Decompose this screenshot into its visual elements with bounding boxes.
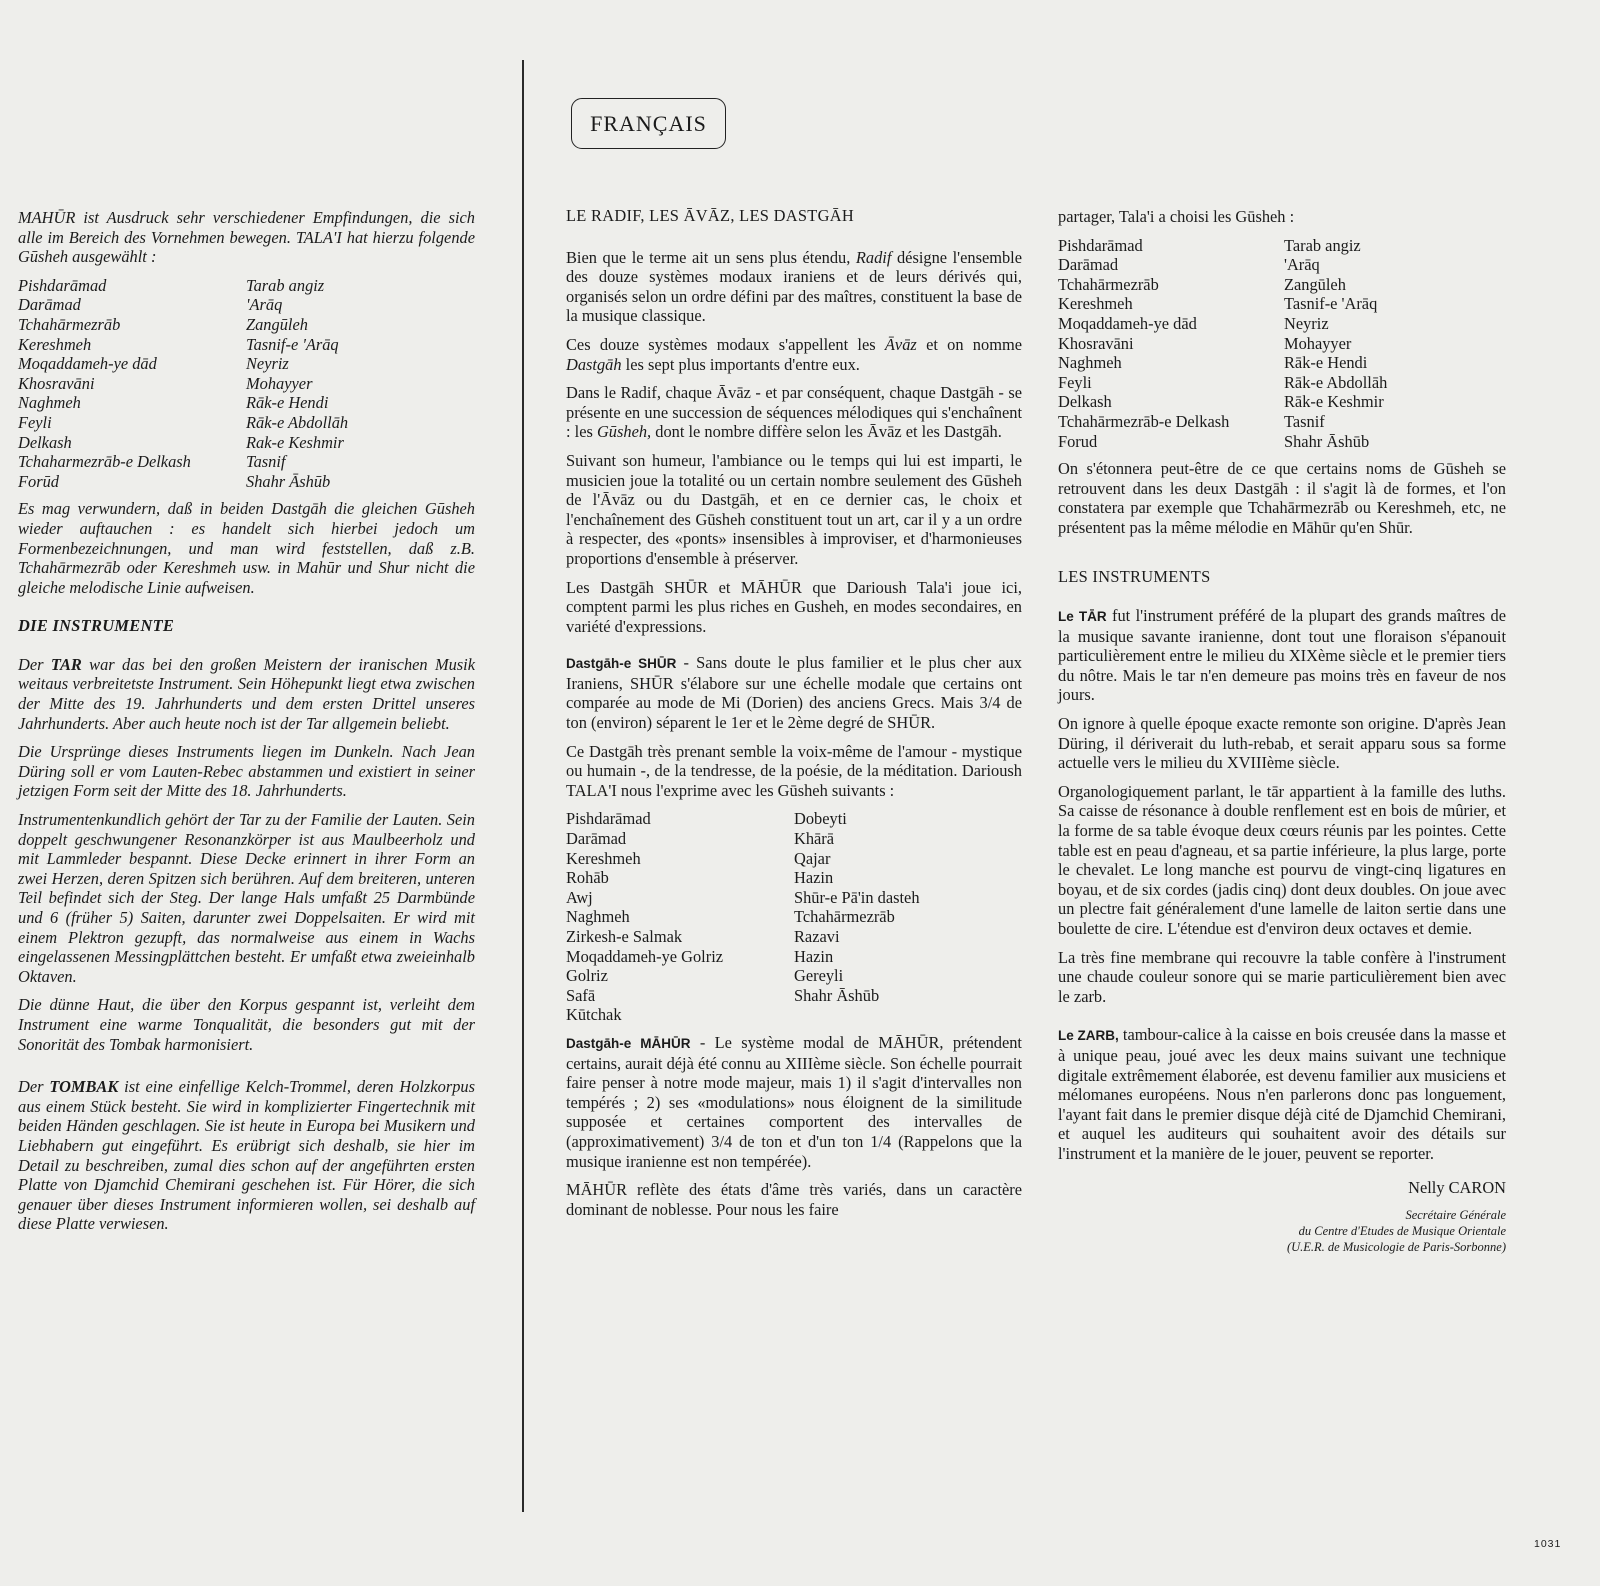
- gusheh-item: Kereshmeh: [18, 334, 92, 354]
- gusheh-item: 'Arāq: [246, 295, 283, 315]
- column-divider: [522, 60, 524, 1512]
- french-instruments-heading: LES INSTRUMENTS: [1058, 566, 1211, 586]
- french-organology: Organologiquement parlant, le tār appartient à la famille des luths. Sa caisse de résonance à double renflement est en bois de mûrier, et la forme de sa table évoque deux cœurs réunis par les pointes. Cette table est en peau d'agneau, et sa partie inférieure, la plus large, porte le chevalet. Le long manche est pourvu de vingt-cinq ligatures en boyau, et de six cordes (jadis cinq) dont deux doubles. On joue avec un plectre fait généralement d'une lamelle de laiton sertie dans une boulette de cire. L'étendue est d'environ deux octaves et demie.: [1058, 781, 1506, 938]
- gusheh-item: Tchahārmezrāb: [794, 907, 895, 927]
- french-tar-paragraph: Le TĀR fut l'instrument préféré de la plupart des grands maîtres de la musique savante iranienne, dont tout une floraison s'épanouit particulièrement entre le milieu du XIXème siècle et le premier tiers du nôtre. Mais le tar n'en demeure pas moins très en faveur de nos jours.: [1058, 606, 1506, 705]
- german-membrane: Die dünne Haut, die über den Korpus gespannt ist, verleiht dem Instrument eine warme Tonqualität, die besonders gut mit der Sonorität des Tombak harmonisiert.: [18, 995, 475, 1054]
- gusheh-item: Delkash: [18, 432, 72, 452]
- french-p3: Dans le Radif, chaque Āvāz - et par conséquent, chaque Dastgāh - se présente en une succession de séquences mélodiques qui s'enchaînent : les Gūsheh, dont le nombre diffère selon les Āvāz et les Dastgāh.: [566, 383, 1022, 442]
- french-p1: Bien que le terme ait un sens plus étendu, Radif désigne l'ensemble des douze systèmes modaux iraniens et de leurs dérivés qui, organisés selon un ordre défini par des maîtres, constituent la base de la musique classique.: [566, 247, 1022, 326]
- gusheh-item: Tchaharmezrāb-e Delkash: [18, 452, 191, 472]
- gusheh-item: Hazin: [794, 868, 834, 888]
- gusheh-item: Rohāb: [566, 868, 609, 888]
- gusheh-item: Moqaddameh-ye Golriz: [566, 946, 724, 966]
- french-shur-paragraph: Dastgāh-e SHŪR - Sans doute le plus familier et le plus cher aux Iraniens, SHŪR s'élabore sur une échelle modale que certains ont comparée au mode de Mi (Dorien) des anciens Grecs. Mais 3/4 de ton (environ) séparent le 1er et le 2ème degré de SHŪR.: [566, 653, 1022, 733]
- gusheh-item: Darāmad: [18, 295, 81, 315]
- german-para-after-list: Es mag verwundern, daß in beiden Dastgāh die gleichen Gūsheh wieder auftauchen : es handelt sich hierbei jedoch um Formenbezeichnungen, und man wird feststellen, daß z.B. Tchahārmezrāb oder Kereshmeh usw. in Mahūr und Shur nicht die gleiche melodische Linie aufweisen.: [18, 499, 475, 597]
- signature: Nelly CARON: [1408, 1177, 1506, 1197]
- gusheh-item: Zirkesh-e Salmak: [566, 927, 683, 946]
- french-column-2: [1058, 207, 1506, 1255]
- gusheh-item: Rāk-e Abdollāh: [1284, 372, 1388, 392]
- gusheh-item: Darāmad: [566, 829, 627, 849]
- gusheh-item: Rāk-e Hendi: [246, 393, 329, 413]
- tar-label: Le TĀR: [1058, 609, 1107, 625]
- gusheh-item: Hazin: [794, 946, 834, 966]
- credit-line-3: (U.E.R. de Musicologie de Paris-Sorbonne): [1286, 1240, 1506, 1255]
- gusheh-item: Pishdarāmad: [566, 809, 651, 829]
- gusheh-item: 'Arāq: [1284, 255, 1320, 275]
- gusheh-item: Kereshmeh: [566, 848, 641, 868]
- credit-block: [1058, 1207, 1506, 1255]
- gusheh-item: Naghmeh: [566, 907, 630, 927]
- gusheh-item: Rāk-e Hendi: [1284, 353, 1368, 373]
- gusheh-item: Tasnif: [246, 452, 286, 472]
- french-membrane: La très fine membrane qui recouvre la table confère à l'instrument une chaude couleur sonore qui se marie particulièrement bien avec le zarb.: [1058, 947, 1506, 1006]
- gusheh-item: Neyriz: [1284, 313, 1329, 333]
- credit-line-2: du Centre d'Etudes de Musique Orientale: [1298, 1224, 1506, 1239]
- german-tar-label: TAR: [50, 654, 82, 674]
- french-mahur-p2: MĀHŪR reflète des états d'âme très variés, dans un caractère dominant de noblesse. Pour nous les faire: [566, 1180, 1022, 1219]
- french-origin: On ignore à quelle époque exacte remonte son origine. D'après Jean Düring, il dériverait du luth-rebab, et serait apparu sous sa forme actuelle vers le milieu du XVIIIème siècle.: [1058, 714, 1506, 773]
- gusheh-item: Awj: [566, 887, 593, 907]
- shur-gusheh-list: [566, 809, 1022, 1025]
- gusheh-item: Dobeyti: [794, 809, 847, 829]
- french-p5: Les Dastgāh SHŪR et MĀHŪR que Darioush Tala'i joue ici, comptent parmi les plus riches en Gusheh, en modes secondaires, en variété d'expressions.: [566, 577, 1022, 636]
- gusheh-item: Forud: [1058, 431, 1098, 451]
- gusheh-item: Tarab angiz: [1284, 235, 1361, 255]
- gusheh-item: Mohayyer: [1284, 333, 1352, 353]
- mahur-gusheh-list: [1058, 236, 1506, 452]
- gusheh-item: Darāmad: [1058, 255, 1119, 275]
- french-mahur-paragraph: Dastgāh-e MĀHŪR - Le système modal de MĀHŪR, prétendent certains, aurait déjà été connu au XIIIème siècle. Son échelle pourrait faire penser à notre mode majeur, mais 1) il s'agit d'intervalles non tempérés ; 2) ses «modulations» nous éloignent de la similitude supposée et certaines comportent des intervalles de (approximativement) 3/4 de ton et d'un ton 1/4 (Rappelons que la musique iranienne est non tempérée).: [566, 1032, 1022, 1171]
- gusheh-item: Rāk-e Abdollāh: [246, 412, 349, 432]
- gusheh-item: Tasnif-e 'Arāq: [1284, 294, 1378, 314]
- french-shur-p2: Ce Dastgāh très prenant semble la voix-même de l'amour - mystique ou humain -, de la tendresse, de la poésie, de la méditation. Darioush TALA'I nous l'exprime avec les Gūsheh suivants :: [566, 741, 1022, 800]
- credit-line-1: Secrétaire Générale: [1405, 1208, 1506, 1223]
- german-tar-paragraph: Der TAR war das bei den großen Meistern der iranischen Musik weitaus verbreitetste Instrument. Sein Höhepunkt liegt etwa zwischen der Mitte des 19. Jahrhunderts und dem ersten Drittel unseres Jahrhunderts. Aber auch heute noch ist der Tar allgemein beliebt.: [18, 654, 475, 733]
- french-after-list: On s'étonnera peut-être de ce que certains noms de Gūsheh se retrouvent dans les deux Dastgāh : il s'agit là de formes, et l'on constatera par exemple que Tchahārmezrāb ou Kereshmeh, etc, ne présentent pas la même mélodie en Māhūr qu'en Shūr.: [1058, 459, 1506, 537]
- gusheh-item: Razavi: [794, 927, 840, 946]
- gusheh-item: Tasnif: [1284, 411, 1325, 431]
- gusheh-item: Qajar: [794, 848, 831, 868]
- french-zarb-paragraph: Le ZARB, tambour-calice à la caisse en bois creusée dans la masse et à unique peau, joué avec les deux mains suivant une technique digitale extrêmement élaborée, est devenu familier aux musiciens et mélomanes européens. Nous n'en parlerons donc pas longuement, l'ayant fait dans le premier disque déjà cité de Djamchid Chemirani, et auquel les auditeurs qui souhaitent avoir des détails sur l'instrument et la manière de le jouer, peuvent se reporter.: [1058, 1025, 1506, 1163]
- gusheh-item: Naghmeh: [18, 393, 81, 413]
- gusheh-item: Tchahārmezrāb: [18, 314, 121, 334]
- gusheh-item: Zangūleh: [1284, 274, 1346, 294]
- gusheh-item: Khosravāni: [1058, 333, 1134, 353]
- gusheh-item: Kūtchak: [566, 1005, 622, 1025]
- page-number: 1031: [1534, 1538, 1562, 1550]
- gusheh-item: Shahr Āshūb: [794, 985, 880, 1005]
- mahur-label: Dastgāh-e MĀHŪR: [566, 1035, 691, 1051]
- shur-label: Dastgāh-e SHŪR: [566, 656, 677, 672]
- german-intro: MAHŪR ist Ausdruck sehr verschiedener Empfindungen, die sich alle im Bereich des Vornehmen bewegen. TALA'I hat hierzu folgende Gūsheh ausgewählt :: [18, 208, 475, 267]
- gusheh-item: Rak-e Keshmir: [246, 432, 344, 452]
- gusheh-item: Golriz: [566, 966, 608, 986]
- gusheh-item: Shahr Āshūb: [246, 471, 331, 491]
- german-organology: Instrumentenkundlich gehört der Tar zu der Familie der Lauten. Sein doppelt geschwungener Resonanzkörper ist aus Maulbeerholz und mit Lammleder bespannt. Diese Decke erinnert in ihrer Form an zwei Herzen, deren Spitzen sich berühren. Auf dem breiteren, unteren Teil befindet sich der Steg. Der lange Hals umfaßt 25 Darmbünde und 6 (früher 5) Saiten, darunter zwei Doppelsaiten. Er wird mit einem Plektron gezupft, das normalweise aus einem in Wachs eingelassenen Messingplättchen besteht. Er umfaßt etwa zweieinhalb Oktaven.: [18, 810, 475, 986]
- gusheh-item: Tchahārmezrāb-e Delkash: [1058, 411, 1230, 431]
- language-label: FRANÇAIS: [571, 98, 726, 149]
- gusheh-item: Khārā: [794, 829, 835, 849]
- gusheh-item: Shūr-e Pā'in dasteh: [794, 887, 920, 907]
- french-p2: Ces douze systèmes modaux s'appellent les Āvāz et on nomme Dastgāh les sept plus importants d'entre eux.: [566, 334, 1022, 374]
- french-column-1: [566, 206, 1022, 1228]
- german-tombak-label: TOMBAK: [49, 1077, 119, 1097]
- gusheh-item: Feyli: [1058, 372, 1092, 392]
- gusheh-item: Gereyli: [794, 966, 844, 986]
- german-instruments-heading: DIE INSTRUMENTE: [18, 616, 175, 636]
- gusheh-item: Feyli: [18, 412, 52, 432]
- german-column: [18, 208, 475, 1243]
- gusheh-item: Mohayyer: [246, 373, 313, 393]
- gusheh-item: Moqaddameh-ye dād: [18, 354, 157, 374]
- gusheh-item: Shahr Āshūb: [1284, 431, 1370, 451]
- gusheh-item: Forūd: [18, 471, 59, 491]
- gusheh-item: Safā: [566, 985, 596, 1005]
- french-radif-heading: LE RADIF, LES ĀVĀZ, LES DASTGĀH: [566, 206, 854, 225]
- german-origins: Die Ursprünge dieses Instruments liegen im Dunkeln. Nach Jean Düring soll er vom Lauten-Rebec abstammen und existiert in seiner jetzigen Form seit der Mitte des 18. Jahrhunderts.: [18, 742, 475, 801]
- gusheh-item: Pishdarāmad: [1058, 235, 1143, 255]
- gusheh-item: [794, 1005, 1022, 1025]
- gusheh-item: Naghmeh: [1058, 353, 1122, 373]
- zarb-label: Le ZARB,: [1058, 1028, 1119, 1044]
- gusheh-item: Tchahārmezrāb: [1058, 274, 1159, 294]
- gusheh-item: Khosravāni: [18, 373, 95, 393]
- gusheh-item: Rāk-e Keshmir: [1284, 392, 1384, 412]
- gusheh-item: Neyriz: [246, 354, 289, 374]
- gusheh-item: Zangūleh: [246, 314, 308, 334]
- gusheh-item: Tarab angiz: [246, 275, 325, 295]
- gusheh-item: Moqaddameh-ye dād: [1058, 313, 1197, 333]
- german-gusheh-list: [18, 276, 475, 492]
- french-p4: Suivant son humeur, l'ambiance ou le temps qui lui est imparti, le musicien joue la totalité ou un certain nombre seulement des Gūsheh de l'Āvāz ou du Dastgāh, et en ce dernier cas, le choix et l'enchaînement des Gūsheh constituent tout un art, car il y a un ordre à respecter, des «ponts» insensibles à improviser, et d'harmonieuses proportions d'ensemble à préserver.: [566, 450, 1022, 568]
- gusheh-item: Pishdarāmad: [18, 275, 107, 295]
- german-tombak-paragraph: Der TOMBAK ist eine einfellige Kelch-Trommel, deren Holzkorpus aus einem Stück besteht. Sie wird in komplizierter Fingertechnik mit beiden Händen geschlagen. Sie ist heute in Europa bei Musikern und Liebhabern gut eingeführt. Es erübrigt sich deshalb, sie hier im Detail zu beschreiben, zumal dies schon auf der angeführten ersten Platte von Djamchid Chemirani geschehen ist. Für Hörer, die sich genauer über dieses Instrument informieren wollen, sei deshalb auf diese Platte verwiesen.: [18, 1077, 475, 1234]
- gusheh-item: Kereshmeh: [1058, 294, 1133, 314]
- french-col3-start: partager, Tala'i a choisi les Gūsheh :: [1058, 207, 1295, 226]
- gusheh-item: Delkash: [1058, 392, 1112, 412]
- gusheh-item: Tasnif-e 'Arāq: [246, 334, 339, 354]
